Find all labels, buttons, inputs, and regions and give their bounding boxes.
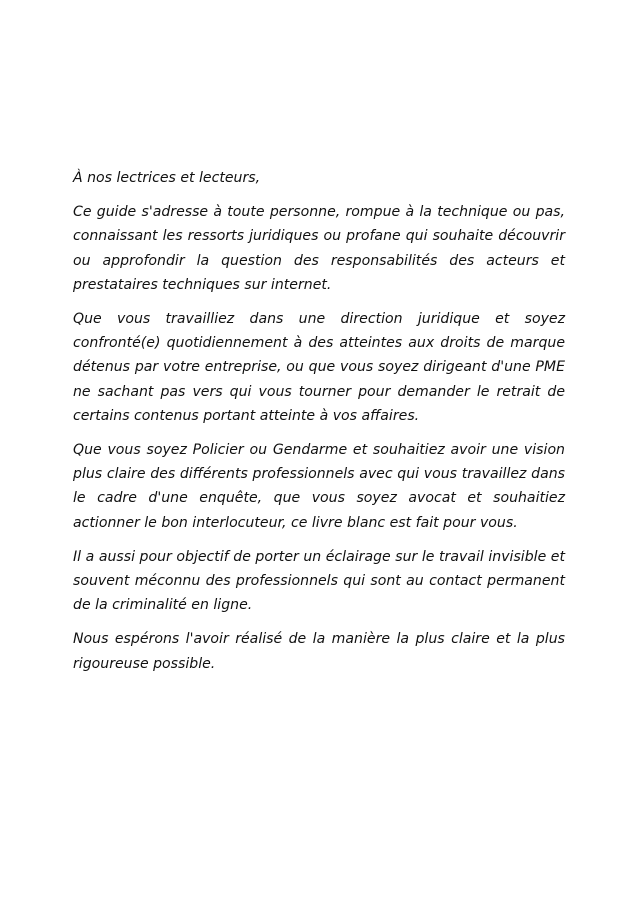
letter-to-readers [73,166,565,686]
paragraph-police: Que vous soyez Policier ou Gendarme et souhaitiez avoir une vision plus claire des différents professionnels avec qui vous travaillez dans le cadre d'une enquête, que vous soyez avocat et souhaitiez actionner le bon interlocuteur, ce livre blanc est fait pour vous. [73,442,565,531]
paragraph-closing: Nous espérons l'avoir réalisé de la manière la plus claire et la plus rigoureuse possible. [73,631,565,672]
paragraph-intro: Ce guide s'adresse à toute personne, rompue à la technique ou pas, connaissant les ressorts juridiques ou profane qui souhaite découvrir ou approfondir la question des responsabilités des acteurs et prestataires techniques sur internet. [73,204,565,293]
paragraph-legal-department: Que vous travailliez dans une direction juridique et soyez confronté(e) quotidiennement à des atteintes aux droits de marque détenus par votre entreprise, ou que vous soyez dirigeant d'une PME ne sachant pas vers qui vous tourner pour demander le retrait de certains contenus portant atteinte à vos affaires. [73,311,565,424]
paragraph-objective: Il a aussi pour objectif de porter un éclairage sur le travail invisible et souvent méconnu des professionnels qui sont au contact permanent de la criminalité en ligne. [73,548,565,614]
salutation: À nos lectrices et lecteurs, [73,170,261,186]
